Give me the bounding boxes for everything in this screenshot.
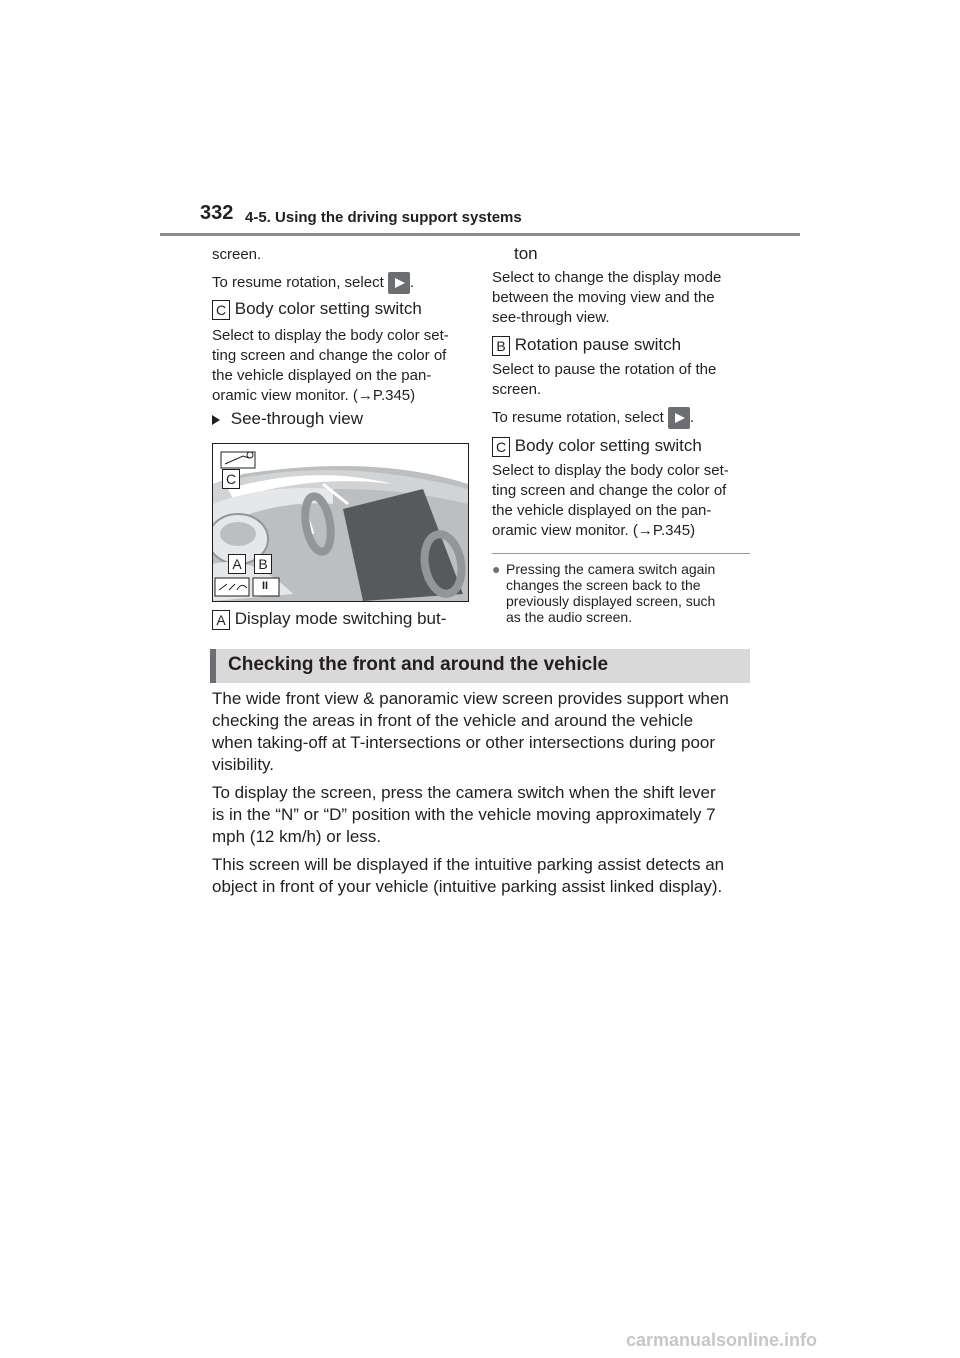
see-through-heading (212, 408, 363, 430)
paragraph-line: To display the screen, press the camera switch when the shift lever (212, 783, 716, 802)
figure-label-c: C (222, 469, 240, 489)
paragraph-line: object in front of your vehicle (intuitive parking assist linked display). (212, 877, 723, 896)
desc-line: oramic view monitor. (→P.345) (492, 522, 696, 539)
item-a-title-continued: ton (514, 244, 538, 263)
desc-line: Select to change the display mode (492, 269, 722, 286)
section-title: 4-5. Using the driving support systems (245, 209, 522, 226)
item-c-heading (212, 298, 422, 320)
see-through-illustration (213, 444, 468, 601)
desc-line: Select to display the body color set- (492, 462, 729, 479)
note-line: changes the screen back to the (506, 577, 701, 593)
item-c-description (212, 326, 449, 406)
item-b-description (492, 360, 716, 400)
pause-icon: II (262, 580, 269, 592)
text-screen: screen. (212, 246, 262, 263)
play-icon (388, 272, 410, 294)
figure-label-a: A (228, 554, 246, 574)
figure-label-b: B (254, 554, 272, 574)
item-c-description-right (492, 461, 729, 541)
desc-line: Select to pause the rotation of the (492, 361, 717, 378)
paragraph-3 (212, 854, 752, 898)
paragraph-line: when taking-off at T-intersections or other intersections during poor (212, 733, 716, 752)
circle-bullet-icon: ● (492, 561, 501, 577)
note (492, 561, 715, 625)
label-c: C (212, 300, 230, 320)
item-a-heading (212, 608, 446, 630)
desc-line: the vehicle displayed on the pan- (492, 502, 712, 519)
note-divider (492, 553, 750, 554)
section-banner (210, 649, 750, 683)
label-b: B (492, 336, 510, 356)
page-number: 332 (200, 202, 234, 224)
item-c-title: Body color setting switch (234, 299, 422, 318)
item-a-description (492, 268, 721, 328)
desc-line: the vehicle displayed on the pan- (212, 367, 432, 384)
paragraph-line: is in the “N” or “D” position with the vehicle moving approximately 7 (212, 805, 716, 824)
note-line: previously displayed screen, such (506, 593, 716, 609)
see-through-figure (212, 443, 469, 602)
note-line: as the audio screen. (506, 609, 633, 625)
paragraph-line: This screen will be displayed if the intuitive parking assist detects an (212, 855, 725, 874)
paragraph-line: The wide front view & panoramic view screen provides support when (212, 689, 729, 708)
paragraph-2 (212, 782, 752, 848)
item-b-title: Rotation pause switch (514, 335, 682, 354)
resume-rotation-line: To resume rotation, select . (212, 272, 414, 294)
watermark-text[interactable]: carmanualsonline.info (626, 1330, 818, 1350)
desc-line: ting screen and change the color of (492, 482, 727, 499)
item-a-title: Display mode switching but- (234, 609, 447, 628)
resume-text: To resume rotation, select (492, 408, 664, 426)
paragraph-line: visibility. (212, 755, 275, 774)
desc-line: see-through view. (492, 309, 610, 326)
desc-line: Select to display the body color set- (212, 327, 449, 344)
paragraph-line: checking the areas in front of the vehicle and around the vehicle (212, 711, 694, 730)
note-line: Pressing the camera switch again (506, 561, 716, 577)
resume-rotation-line-right: To resume rotation, select . (492, 407, 694, 429)
resume-text: To resume rotation, select (212, 273, 384, 291)
paragraph-line: mph (12 km/h) or less. (212, 827, 382, 846)
label-c: C (492, 437, 510, 457)
desc-line: ting screen and change the color of (212, 347, 447, 364)
desc-line: between the moving view and the (492, 289, 715, 306)
desc-line: oramic view monitor. (→P.345) (212, 387, 416, 404)
item-b-heading (492, 334, 681, 356)
paragraph-1 (212, 688, 752, 776)
desc-line: screen. (492, 381, 542, 398)
triangle-bullet-icon (212, 415, 220, 425)
play-icon (668, 407, 690, 429)
header-rule (160, 233, 800, 236)
banner-title: Checking the front and around the vehicle (228, 654, 609, 675)
item-c-heading-right (492, 435, 702, 457)
item-c-title: Body color setting switch (514, 436, 702, 455)
see-through-title: See-through view (230, 409, 364, 428)
label-a: A (212, 610, 230, 630)
